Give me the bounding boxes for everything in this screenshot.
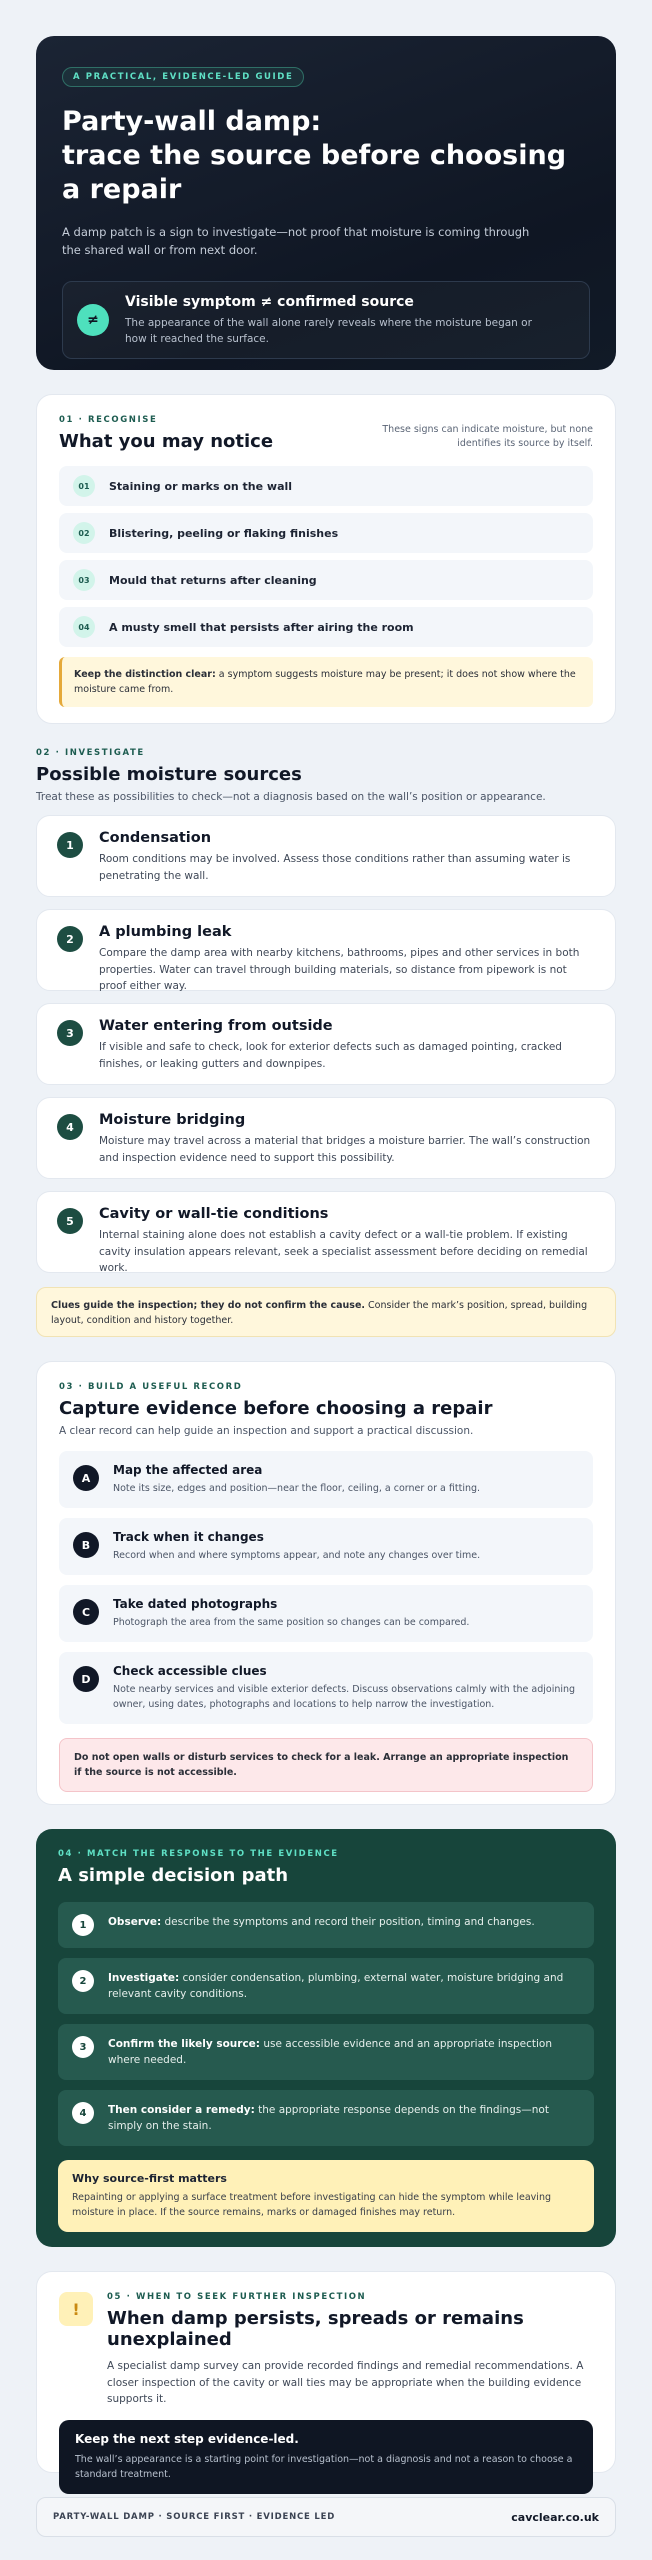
evidence-title: Take dated photographs [113, 1597, 278, 1611]
list-item [59, 513, 593, 553]
step-desc: use accessible evidence and an appropriate inspection where needed. [108, 2038, 552, 2066]
clue-bold: Clues guide the inspection; they do not confirm the cause. [51, 1300, 366, 1311]
source-desc: Room conditions may be involved. Assess those conditions rather than assuming water is penetrating the wall. [99, 853, 571, 882]
page-title [62, 105, 590, 207]
source-body [99, 924, 595, 995]
investigate-intro: Treat these as possibilities to check—not a diagnosis based on the wall’s position or appearance. [36, 791, 546, 803]
distinction-callout [59, 657, 593, 707]
step-bold: Investigate: [108, 1972, 180, 1984]
next-desc: The wall’s appearance is a starting point for investigation—not a diagnosis and not a reason to choose a standard treatment. [75, 2453, 573, 2480]
step-bold: Then consider a remedy: [108, 2104, 255, 2116]
source-card [36, 909, 616, 991]
source-desc: Internal staining alone does not establish a cavity defect or a wall-tie problem. If existing cavity insulation appears relevant, seek a specialist assessment before deciding on remedial work. [99, 1229, 588, 1274]
callout-text: a symptom suggests moisture may be present; it does not show where the moisture came from. [74, 669, 576, 695]
item-text: Blistering, peeling or flaking finishes [109, 526, 339, 540]
evidence-title: Track when it changes [113, 1530, 264, 1544]
step-desc: the appropriate response depends on the findings—not simply on the stain. [108, 2104, 549, 2132]
source-body [99, 1206, 595, 1277]
title-line-3: a repair [62, 174, 182, 205]
further-header [59, 2292, 593, 2408]
source-title: A plumbing leak [99, 924, 232, 940]
evidence-letter: B [73, 1532, 99, 1558]
evidence-body [113, 1463, 480, 1496]
source-number: 2 [57, 926, 83, 952]
recognise-note: These signs can indicate moisture, but none identifies its source by itself. [382, 424, 593, 449]
footer-tagline: PARTY-WALL DAMP · SOURCE FIRST · EVIDENCE LED [53, 2512, 336, 2522]
further-title: When damp persists, spreads or remains unexplained [107, 2308, 524, 2350]
step-desc: consider condensation, plumbing, external water, moisture bridging and relevant cavity conditions. [108, 1972, 564, 2000]
evidence-title: Map the affected area [113, 1463, 263, 1477]
evidence-desc: Note nearby services and visible exterior defects. Discuss observations calmly with the adjoining owner, using dates, photographs and locations to help narrow the investigation. [113, 1684, 576, 1710]
item-number: 02 [73, 522, 95, 544]
decision-step [58, 2024, 594, 2080]
title-line-1: Party-wall damp: [62, 106, 322, 137]
evidence-body [113, 1597, 469, 1630]
evidence-title: Check accessible clues [113, 1664, 267, 1678]
exclamation-icon: ! [59, 2292, 93, 2326]
investigate-section [36, 748, 616, 1337]
hero-intro: A damp patch is a sign to investigate—not proof that moisture is coming through the shared wall or from next door. [62, 225, 530, 257]
step-number: 3 [72, 2036, 94, 2058]
evidence-item [59, 1518, 593, 1575]
notice-list [59, 466, 593, 647]
source-number: 4 [57, 1114, 83, 1140]
source-number: 3 [57, 1020, 83, 1046]
source-body [99, 1018, 595, 1072]
further-eyebrow: 05 · WHEN TO SEEK FURTHER INSPECTION [107, 2292, 367, 2302]
list-item [59, 560, 593, 600]
source-card [36, 1191, 616, 1273]
source-number: 1 [57, 832, 83, 858]
hero-chip: A PRACTICAL, EVIDENCE-LED GUIDE [62, 67, 304, 87]
hero-box-text [125, 294, 555, 347]
source-title: Cavity or wall-tie conditions [99, 1206, 329, 1222]
callout-bold: Keep the distinction clear: [74, 669, 216, 680]
evidence-item [59, 1451, 593, 1508]
item-text: Staining or marks on the wall [109, 479, 293, 493]
source-body [99, 830, 595, 884]
item-text: A musty smell that persists after airing the room [109, 620, 414, 634]
step-text [108, 1914, 535, 1930]
hero-section [36, 36, 616, 370]
step-text [108, 1970, 580, 2002]
step-bold: Confirm the likely source: [108, 2038, 261, 2050]
decision-title: A simple decision path [58, 1865, 289, 1886]
item-number: 03 [73, 569, 95, 591]
list-item [59, 607, 593, 647]
item-text: Mould that returns after cleaning [109, 573, 317, 587]
further-text [107, 2292, 593, 2408]
evidence-item [59, 1585, 593, 1642]
recognise-title: What you may notice [59, 431, 274, 452]
list-item [59, 466, 593, 506]
source-card [36, 1097, 616, 1179]
evidence-item [59, 1652, 593, 1724]
decision-section [36, 1829, 616, 2247]
further-desc: A specialist damp survey can provide recorded findings and remedial recommendations. A closer inspection of the cavity or wall ties may be appropriate when the building evidence supports it. [107, 2360, 584, 2405]
evidence-desc: Note its size, edges and position—near the floor, ceiling, a corner or a fitting. [113, 1483, 481, 1494]
evidence-body [113, 1664, 579, 1712]
evidence-body [113, 1530, 480, 1563]
next-step-callout [59, 2420, 593, 2494]
record-intro: A clear record can help guide an inspection and support a practical discussion. [59, 1425, 474, 1437]
step-number: 1 [72, 1914, 94, 1936]
further-inspection-section [36, 2271, 616, 2480]
record-eyebrow: 03 · BUILD A USEFUL RECORD [59, 1382, 243, 1392]
evidence-desc: Record when and where symptoms appear, and note any changes over time. [113, 1550, 481, 1561]
why-desc: Repainting or applying a surface treatment before investigating can hide the symptom while leaving moisture in place. If the source remains, marks or damaged finishes may return. [72, 2192, 551, 2218]
source-title: Condensation [99, 830, 212, 846]
hero-box-title: Visible symptom ≠ confirmed source [125, 293, 414, 310]
warning-callout: Do not open walls or disturb services to check for a leak. Arrange an appropriate inspection if the source is not accessible. [59, 1738, 593, 1792]
record-section [36, 1361, 616, 1805]
clue-text: Consider the mark’s position, spread, building layout, condition and history together. [51, 1300, 588, 1326]
source-desc: Compare the damp area with nearby kitchens, bathrooms, pipes and other services in both properties. Water can travel through building materials, so distance from pipework is not proof either way. [99, 947, 580, 992]
decision-step [58, 1958, 594, 2014]
source-card [36, 1003, 616, 1085]
evidence-letter: A [73, 1465, 99, 1491]
source-desc: Moisture may travel across a material that bridges a moisture barrier. The wall’s construction and inspection evidence need to support this possibility. [99, 1135, 591, 1164]
recognise-heading-group [59, 415, 273, 452]
step-text [108, 2102, 580, 2134]
why-title: Why source-first matters [72, 2172, 227, 2185]
item-number: 01 [73, 475, 95, 497]
not-equal-icon: ≠ [77, 304, 109, 336]
evidence-letter: C [73, 1599, 99, 1625]
source-number: 5 [57, 1208, 83, 1234]
step-bold: Observe: [108, 1916, 162, 1928]
decision-eyebrow: 04 · MATCH THE RESPONSE TO THE EVIDENCE [58, 1849, 339, 1859]
source-title: Moisture bridging [99, 1112, 246, 1128]
source-desc: If visible and safe to check, look for exterior defects such as damaged pointing, cracked finishes, or leaking gutters and downpipes. [99, 1041, 562, 1070]
recognise-eyebrow: 01 · RECOGNISE [59, 415, 158, 425]
source-card [36, 815, 616, 897]
step-number: 4 [72, 2102, 94, 2124]
investigate-title: Possible moisture sources [36, 764, 302, 785]
why-callout [58, 2160, 594, 2232]
recognise-section [36, 394, 616, 724]
title-line-2: trace the source before choosing [62, 140, 567, 171]
item-number: 04 [73, 616, 95, 638]
investigate-eyebrow: 02 · INVESTIGATE [36, 748, 145, 758]
evidence-desc: Photograph the area from the same position so changes can be compared. [113, 1617, 470, 1628]
footer [36, 2497, 616, 2537]
record-title: Capture evidence before choosing a repair [59, 1398, 493, 1419]
decision-step [58, 1902, 594, 1948]
hero-box-desc: The appearance of the wall alone rarely reveals where the moisture began or how it reached the surface. [125, 316, 532, 345]
next-title: Keep the next step evidence-led. [75, 2431, 299, 2446]
decision-step [58, 2090, 594, 2146]
step-text [108, 2036, 580, 2068]
step-number: 2 [72, 1970, 94, 1992]
step-desc: describe the symptoms and record their position, timing and changes. [161, 1916, 535, 1928]
source-title: Water entering from outside [99, 1018, 333, 1034]
recognise-header [59, 415, 593, 452]
footer-site-link[interactable]: cavclear.co.uk [511, 2510, 599, 2524]
hero-highlight-box [62, 281, 590, 359]
clue-callout [36, 1287, 616, 1337]
evidence-letter: D [73, 1666, 99, 1692]
source-body [99, 1112, 595, 1166]
